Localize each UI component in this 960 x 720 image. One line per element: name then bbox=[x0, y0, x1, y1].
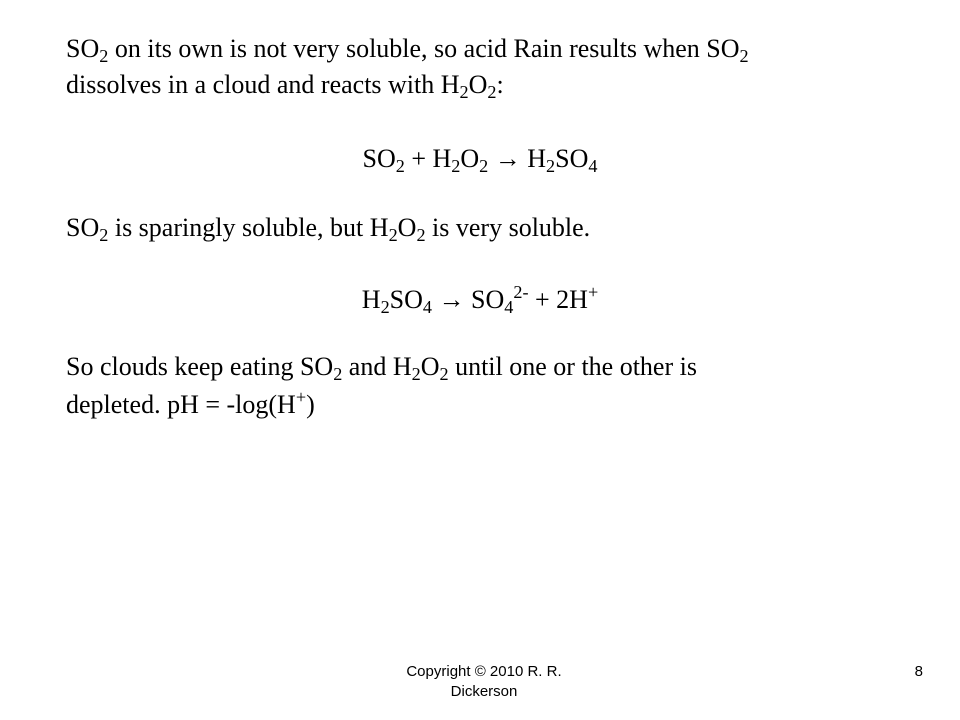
equation-h2so4-dissociation: $H_2SO_4 \to SO_4^{2-} + 2H^+$ bbox=[361, 282, 599, 318]
copyright-footer: Copyright © 2010 R. R. Dickerson bbox=[406, 663, 562, 700]
text-line-4: So clouds keep eating $SO_2$ and $H_2O_2$ until one or the other is bbox=[66, 352, 697, 385]
text-line-1: $SO_2$ on its own is not very soluble, so acid Rain results when $SO_2$ bbox=[66, 34, 749, 67]
text-line-3: $SO_2$ is sparingly soluble, but $H_2O_2$ is very soluble. bbox=[66, 213, 591, 246]
page-number: 8 bbox=[914, 663, 923, 680]
text-line-5: depleted. pH = -log(H+) bbox=[66, 387, 315, 419]
equation-h2so4-formation: $SO_2 + H_2O_2 \to H_2SO_4$ bbox=[362, 144, 598, 177]
text-line-2: dissolves in a cloud and reacts with $H_2O_2$: bbox=[66, 70, 504, 103]
